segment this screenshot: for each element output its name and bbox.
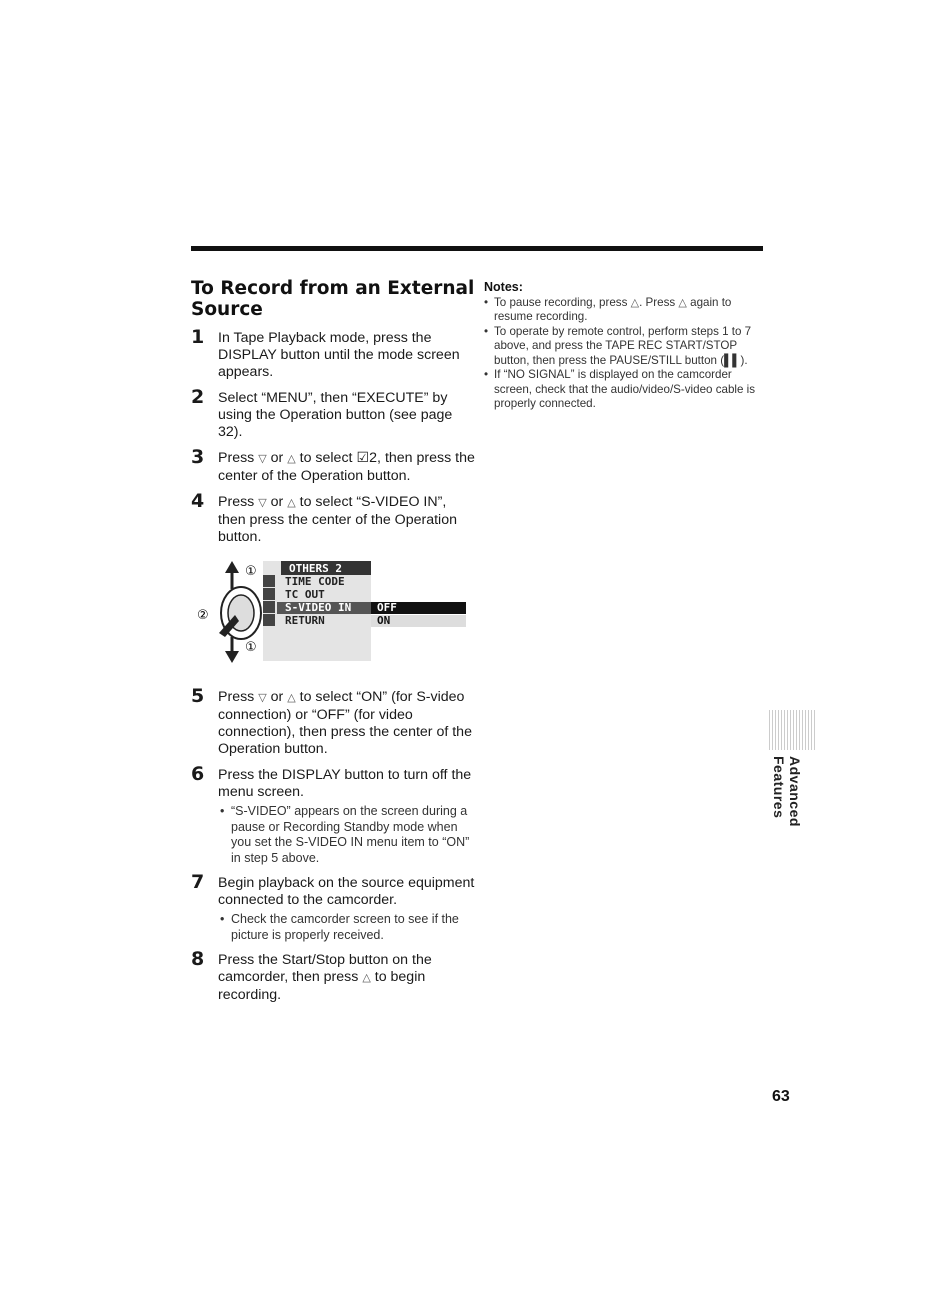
menu-item-tc-out: TC OUT xyxy=(285,588,325,601)
up-arrow-icon: △ xyxy=(678,296,687,309)
bullet-icon: • xyxy=(484,324,489,338)
step-4: 4 Press ▽ or △ to select “S-VIDEO IN”, then press the center of the Operation button. xyxy=(191,490,457,545)
menu-item-time-code: TIME CODE xyxy=(285,575,345,588)
up-arrow-icon: △ xyxy=(630,296,640,309)
up-arrow-icon: △ xyxy=(287,453,296,465)
step-6: 6 Press the DISPLAY button to turn off the menu screen. • “S-VIDEO” appears on the screen during a pause or Recording Standby mode when you set the S-VIDEO IN menu item to “ON” in step 5 above. xyxy=(191,767,476,866)
section-title: To Record from an External Source xyxy=(191,278,475,320)
header-rule xyxy=(191,246,763,251)
option-off: OFF xyxy=(377,601,397,614)
step-6-note: • “S-VIDEO” appears on the screen during a pause or Recording Standby mode when you set the S-VIDEO IN menu item to “ON” in step 5 above. xyxy=(220,804,470,865)
option-on: ON xyxy=(377,614,391,627)
menu-check-icon: ☑ xyxy=(356,450,370,466)
menu-item-return: RETURN xyxy=(285,614,325,627)
main-column xyxy=(191,278,476,1013)
step-2: 2 Select “MENU”, then “EXECUTE” by using the Operation button (see page 32). xyxy=(191,386,453,440)
step-3: 3 Press ▽ or △ to select ☑2, then press the center of the Operation button. xyxy=(191,446,475,484)
step-1: 1 In Tape Playback mode, press the DISPLAY button until the mode screen appears. xyxy=(191,326,460,380)
note-3: • If “NO SIGNAL” is displayed on the camcorder screen, check that the audio/video/S-video cable is properly connected. xyxy=(484,368,756,410)
menu-item-s-video-in: S-VIDEO IN xyxy=(285,601,352,614)
page-number: 63 xyxy=(772,1088,790,1105)
chapter-tab-label: Advanced Features xyxy=(771,756,803,827)
operation-menu-figure xyxy=(191,555,476,667)
bullet-icon: • xyxy=(220,912,225,926)
step-7: 7 Begin playback on the source equipment connected to the camcorder. • Check the camcorder screen to see if the picture is properly received. xyxy=(191,871,475,942)
callout-1-bottom: ① xyxy=(245,640,257,655)
bullet-icon: • xyxy=(484,368,489,381)
step-8: 8 Press the Start/Stop button on the camcorder, then press △ to begin recording. xyxy=(191,948,432,1003)
step-5: 5 Press ▽ or △ to select “ON” (for S-video connection) or “OFF” (for video connection), then press the center of the Operation button. xyxy=(191,685,472,757)
callout-1-top: ① xyxy=(245,564,257,579)
notes-title: Notes: xyxy=(484,280,523,294)
down-arrow-icon: ▽ xyxy=(258,453,267,465)
up-arrow-icon: △ xyxy=(287,497,296,509)
up-arrow-icon: △ xyxy=(362,972,371,984)
down-arrow-icon: ▽ xyxy=(258,692,267,704)
menu-title: OTHERS 2 xyxy=(289,562,342,575)
chapter-tab-marker xyxy=(769,710,817,750)
bullet-icon: • xyxy=(484,295,489,309)
bullet-icon: • xyxy=(220,804,225,818)
menu-illustration xyxy=(191,555,476,667)
callout-2: ② xyxy=(197,608,209,623)
step-7-note: • Check the camcorder screen to see if the picture is properly received. xyxy=(220,912,459,942)
up-arrow-icon: △ xyxy=(287,692,296,704)
menu-screen xyxy=(263,561,466,661)
notes-box xyxy=(484,280,766,412)
note-1: • To pause recording, press △. Press △ again to resume recording. xyxy=(484,295,732,323)
note-2: • To operate by remote control, perform steps 1 to 7 above, and press the TAPE REC START/STOP button, then press the PAUSE/STILL button (▌▌). xyxy=(484,324,752,367)
down-arrow-icon: ▽ xyxy=(258,497,267,509)
